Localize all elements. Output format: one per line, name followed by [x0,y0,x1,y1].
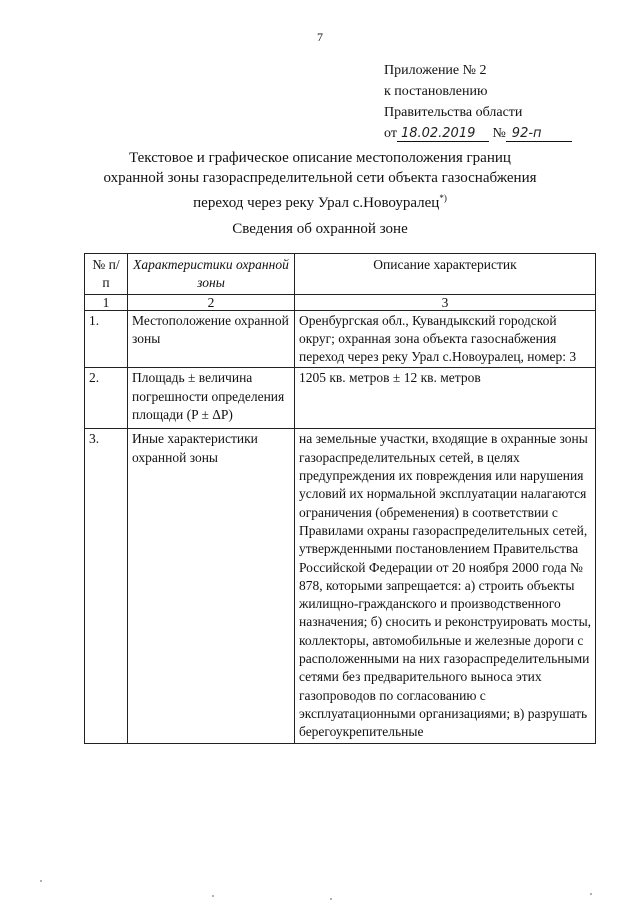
column-number-3: 3 [295,294,596,310]
footnote-mark: *) [439,193,447,203]
scan-speck [330,898,332,900]
annex-title: Приложение № 2 [384,63,487,78]
table-header-row [85,254,596,295]
handwritten-number: 92-п [506,127,572,142]
scan-speck [40,880,42,882]
row-characteristic: Местоположение охранной зоны [128,310,295,368]
title-line-2: охранной зоны газораспределительной сети объекта газоснабжения [103,170,537,186]
row-description: на земельные участки, входящие в охранные зоны газораспределительных сетей, в целях предупреждения их повреждения или нарушения условий их нормальной эксплуатации налагаются ограничения (обременения) в соответствии с Правилами охраны газораспределительных сетей, утвержденными постановлением Правительства Российской Федерации от 20 ноября 2000 года № 878, которыми запрещается: а) строить объекты жилищно-гражданского и производственного назначения; б) сносить и реконструировать мосты, коллекторы, автомобильные и железные дороги с расположенными на них газораспределительными сетями без предварительного выноса этих газопроводов по согласованию с эксплуатационными организациями; в) разрушать берегоукрепительные [295,429,596,743]
row-number: 2. [85,368,128,429]
table-row [85,310,596,368]
title-line-3-text: переход через реку Урал с.Новоуралец [193,195,440,211]
row-description: Оренбургская обл., Кувандыкский городской округ; охранная зона объекта газоснабжения переход через реку Урал с.Новоуралец, номер: 3 [295,310,596,368]
date-prefix: от [384,126,397,141]
header-description: Описание характеристик [295,254,596,295]
title-line-1: Текстовое и графическое описание местоположения границ [129,150,511,166]
scan-speck [212,895,214,897]
scan-speck [590,893,592,895]
number-prefix: № [492,126,506,141]
annex-block [384,60,572,144]
column-number-row [85,294,596,310]
title-line-3 [100,188,540,213]
column-number-2: 2 [128,294,295,310]
row-characteristic: Иные характеристики охранной зоны [128,429,295,743]
header-number: № п/п [85,254,128,295]
table-row [85,368,596,429]
page-number: 7 [317,30,323,44]
annex-date-line [384,123,572,144]
header-characteristic: Характеристики охранной зоны [128,254,295,295]
zone-info-table [84,253,596,744]
row-number: 1. [85,310,128,368]
document-title [100,148,540,213]
handwritten-date: 18.02.2019 [397,127,489,142]
section-subtitle: Сведения об охранной зоне [232,221,408,237]
row-characteristic: Площадь ± величина погрешности определения площади (P ± ΔP) [128,368,295,429]
row-description: 1205 кв. метров ± 12 кв. метров [295,368,596,429]
annex-issuer: Правительства области [384,105,523,120]
row-number: 3. [85,429,128,743]
column-number-1: 1 [85,294,128,310]
table-row [85,429,596,743]
annex-subtitle: к постановлению [384,84,488,99]
